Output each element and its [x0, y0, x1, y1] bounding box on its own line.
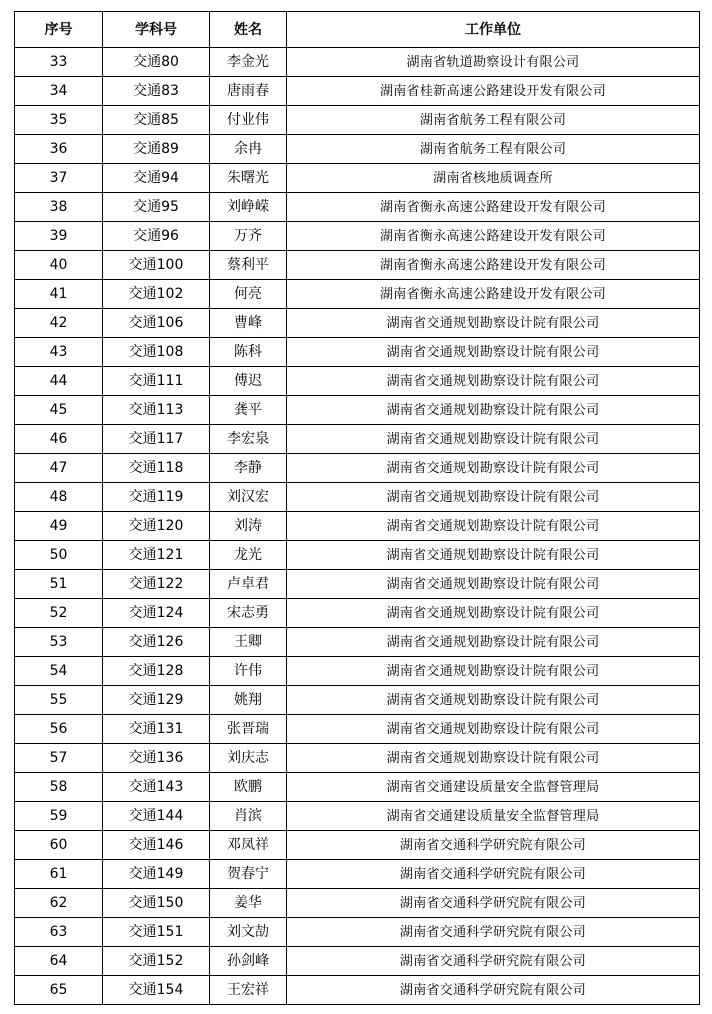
name-cell: 刘庆志 — [210, 744, 287, 773]
subject-code-cell: 交通94 — [103, 164, 210, 193]
work-unit-cell: 湖南省交通规划勘察设计院有限公司 — [287, 599, 700, 628]
serial-number-cell: 64 — [15, 947, 103, 976]
subject-code-cell: 交通119 — [103, 483, 210, 512]
work-unit-cell: 湖南省交通规划勘察设计院有限公司 — [287, 483, 700, 512]
table-row — [15, 802, 700, 831]
serial-number-cell: 52 — [15, 599, 103, 628]
table-row — [15, 860, 700, 889]
work-unit-cell: 湖南省衡永高速公路建设开发有限公司 — [287, 193, 700, 222]
subject-code-cell: 交通111 — [103, 367, 210, 396]
subject-code-cell: 交通89 — [103, 135, 210, 164]
serial-number-cell: 40 — [15, 251, 103, 280]
name-cell: 姚翔 — [210, 686, 287, 715]
work-unit-cell: 湖南省交通规划勘察设计院有限公司 — [287, 744, 700, 773]
serial-number-cell: 34 — [15, 77, 103, 106]
name-cell: 王宏祥 — [210, 976, 287, 1005]
subject-code-cell: 交通120 — [103, 512, 210, 541]
name-cell: 蔡利平 — [210, 251, 287, 280]
subject-code-cell: 交通95 — [103, 193, 210, 222]
name-cell: 唐雨春 — [210, 77, 287, 106]
work-unit-cell: 湖南省交通科学研究院有限公司 — [287, 947, 700, 976]
serial-number-cell: 55 — [15, 686, 103, 715]
serial-number-cell: 33 — [15, 48, 103, 77]
work-unit-cell: 湖南省交通规划勘察设计院有限公司 — [287, 338, 700, 367]
work-unit-cell: 湖南省交通科学研究院有限公司 — [287, 889, 700, 918]
serial-number-cell: 63 — [15, 918, 103, 947]
subject-code-cell: 交通124 — [103, 599, 210, 628]
table-row — [15, 918, 700, 947]
serial-number-cell: 48 — [15, 483, 103, 512]
table-row — [15, 338, 700, 367]
name-cell: 孙剑峰 — [210, 947, 287, 976]
work-unit-cell: 湖南省交通规划勘察设计院有限公司 — [287, 541, 700, 570]
table-row — [15, 715, 700, 744]
name-cell: 傅迟 — [210, 367, 287, 396]
work-unit-cell: 湖南省交通规划勘察设计院有限公司 — [287, 657, 700, 686]
table-row — [15, 48, 700, 77]
work-unit-cell: 湖南省衡永高速公路建设开发有限公司 — [287, 222, 700, 251]
subject-code-cell: 交通85 — [103, 106, 210, 135]
subject-code-cell: 交通144 — [103, 802, 210, 831]
table-row — [15, 367, 700, 396]
subject-code-cell: 交通121 — [103, 541, 210, 570]
subject-code-cell: 交通152 — [103, 947, 210, 976]
subject-code-cell: 交通113 — [103, 396, 210, 425]
name-cell: 李静 — [210, 454, 287, 483]
header-work-unit: 工作单位 — [287, 12, 700, 48]
name-cell: 邓凤祥 — [210, 831, 287, 860]
work-unit-cell: 湖南省交通规划勘察设计院有限公司 — [287, 425, 700, 454]
subject-code-cell: 交通118 — [103, 454, 210, 483]
name-cell: 付业伟 — [210, 106, 287, 135]
serial-number-cell: 38 — [15, 193, 103, 222]
name-cell: 刘涛 — [210, 512, 287, 541]
subject-code-cell: 交通146 — [103, 831, 210, 860]
work-unit-cell: 湖南省交通科学研究院有限公司 — [287, 860, 700, 889]
serial-number-cell: 61 — [15, 860, 103, 889]
serial-number-cell: 49 — [15, 512, 103, 541]
serial-number-cell: 46 — [15, 425, 103, 454]
personnel-table — [14, 11, 700, 1005]
subject-code-cell: 交通100 — [103, 251, 210, 280]
table-row — [15, 425, 700, 454]
table-row — [15, 77, 700, 106]
serial-number-cell: 53 — [15, 628, 103, 657]
table-row — [15, 657, 700, 686]
table-row — [15, 686, 700, 715]
subject-code-cell: 交通126 — [103, 628, 210, 657]
name-cell: 龚平 — [210, 396, 287, 425]
name-cell: 朱曙光 — [210, 164, 287, 193]
serial-number-cell: 36 — [15, 135, 103, 164]
serial-number-cell: 58 — [15, 773, 103, 802]
serial-number-cell: 60 — [15, 831, 103, 860]
table-row — [15, 222, 700, 251]
serial-number-cell: 62 — [15, 889, 103, 918]
header-row — [15, 12, 700, 48]
table-row — [15, 309, 700, 338]
name-cell: 曹峰 — [210, 309, 287, 338]
name-cell: 李宏泉 — [210, 425, 287, 454]
name-cell: 陈科 — [210, 338, 287, 367]
serial-number-cell: 65 — [15, 976, 103, 1005]
work-unit-cell: 湖南省交通建设质量安全监督管理局 — [287, 802, 700, 831]
subject-code-cell: 交通149 — [103, 860, 210, 889]
name-cell: 欧鹏 — [210, 773, 287, 802]
work-unit-cell: 湖南省交通规划勘察设计院有限公司 — [287, 454, 700, 483]
serial-number-cell: 44 — [15, 367, 103, 396]
work-unit-cell: 湖南省交通科学研究院有限公司 — [287, 831, 700, 860]
work-unit-cell: 湖南省交通规划勘察设计院有限公司 — [287, 396, 700, 425]
work-unit-cell: 湖南省衡永高速公路建设开发有限公司 — [287, 251, 700, 280]
work-unit-cell: 湖南省轨道勘察设计有限公司 — [287, 48, 700, 77]
serial-number-cell: 56 — [15, 715, 103, 744]
work-unit-cell: 湖南省交通科学研究院有限公司 — [287, 976, 700, 1005]
serial-number-cell: 50 — [15, 541, 103, 570]
serial-number-cell: 39 — [15, 222, 103, 251]
table-row — [15, 164, 700, 193]
work-unit-cell: 湖南省桂新高速公路建设开发有限公司 — [287, 77, 700, 106]
table-row — [15, 541, 700, 570]
header-serial-number: 序号 — [15, 12, 103, 48]
name-cell: 肖滨 — [210, 802, 287, 831]
subject-code-cell: 交通80 — [103, 48, 210, 77]
work-unit-cell: 湖南省交通规划勘察设计院有限公司 — [287, 715, 700, 744]
work-unit-cell: 湖南省交通科学研究院有限公司 — [287, 918, 700, 947]
table-row — [15, 135, 700, 164]
table-row — [15, 889, 700, 918]
table-row — [15, 773, 700, 802]
subject-code-cell: 交通143 — [103, 773, 210, 802]
work-unit-cell: 湖南省交通规划勘察设计院有限公司 — [287, 367, 700, 396]
name-cell: 李金光 — [210, 48, 287, 77]
work-unit-cell: 湖南省交通规划勘察设计院有限公司 — [287, 628, 700, 657]
subject-code-cell: 交通131 — [103, 715, 210, 744]
name-cell: 张晋瑞 — [210, 715, 287, 744]
work-unit-cell: 湖南省交通规划勘察设计院有限公司 — [287, 686, 700, 715]
table-row — [15, 570, 700, 599]
work-unit-cell: 湖南省交通规划勘察设计院有限公司 — [287, 309, 700, 338]
subject-code-cell: 交通117 — [103, 425, 210, 454]
serial-number-cell: 41 — [15, 280, 103, 309]
table-row — [15, 454, 700, 483]
name-cell: 贺春宁 — [210, 860, 287, 889]
subject-code-cell: 交通129 — [103, 686, 210, 715]
work-unit-cell: 湖南省衡永高速公路建设开发有限公司 — [287, 280, 700, 309]
serial-number-cell: 42 — [15, 309, 103, 338]
table-row — [15, 512, 700, 541]
table-row — [15, 831, 700, 860]
serial-number-cell: 51 — [15, 570, 103, 599]
subject-code-cell: 交通102 — [103, 280, 210, 309]
name-cell: 王卿 — [210, 628, 287, 657]
subject-code-cell: 交通154 — [103, 976, 210, 1005]
work-unit-cell: 湖南省航务工程有限公司 — [287, 106, 700, 135]
serial-number-cell: 57 — [15, 744, 103, 773]
work-unit-cell: 湖南省交通建设质量安全监督管理局 — [287, 773, 700, 802]
subject-code-cell: 交通151 — [103, 918, 210, 947]
serial-number-cell: 59 — [15, 802, 103, 831]
header-subject-code: 学科号 — [103, 12, 210, 48]
serial-number-cell: 47 — [15, 454, 103, 483]
work-unit-cell: 湖南省交通规划勘察设计院有限公司 — [287, 570, 700, 599]
name-cell: 姜华 — [210, 889, 287, 918]
table-row — [15, 106, 700, 135]
name-cell: 何亮 — [210, 280, 287, 309]
subject-code-cell: 交通128 — [103, 657, 210, 686]
serial-number-cell: 45 — [15, 396, 103, 425]
table-row — [15, 193, 700, 222]
table-row — [15, 280, 700, 309]
serial-number-cell: 43 — [15, 338, 103, 367]
subject-code-cell: 交通106 — [103, 309, 210, 338]
table-body — [15, 48, 700, 1005]
table-row — [15, 628, 700, 657]
table-row — [15, 976, 700, 1005]
table-row — [15, 483, 700, 512]
table-row — [15, 396, 700, 425]
name-cell: 许伟 — [210, 657, 287, 686]
subject-code-cell: 交通96 — [103, 222, 210, 251]
subject-code-cell: 交通122 — [103, 570, 210, 599]
name-cell: 卢卓君 — [210, 570, 287, 599]
serial-number-cell: 54 — [15, 657, 103, 686]
table-row — [15, 744, 700, 773]
serial-number-cell: 37 — [15, 164, 103, 193]
name-cell: 刘峥嵘 — [210, 193, 287, 222]
subject-code-cell: 交通83 — [103, 77, 210, 106]
table-row — [15, 599, 700, 628]
table-header — [15, 12, 700, 48]
header-name: 姓名 — [210, 12, 287, 48]
subject-code-cell: 交通150 — [103, 889, 210, 918]
work-unit-cell: 湖南省核地质调查所 — [287, 164, 700, 193]
name-cell: 万齐 — [210, 222, 287, 251]
name-cell: 龙光 — [210, 541, 287, 570]
subject-code-cell: 交通136 — [103, 744, 210, 773]
serial-number-cell: 35 — [15, 106, 103, 135]
name-cell: 刘文劼 — [210, 918, 287, 947]
name-cell: 余冉 — [210, 135, 287, 164]
table-row — [15, 251, 700, 280]
subject-code-cell: 交通108 — [103, 338, 210, 367]
table-row — [15, 947, 700, 976]
work-unit-cell: 湖南省航务工程有限公司 — [287, 135, 700, 164]
name-cell: 宋志勇 — [210, 599, 287, 628]
name-cell: 刘汉宏 — [210, 483, 287, 512]
work-unit-cell: 湖南省交通规划勘察设计院有限公司 — [287, 512, 700, 541]
